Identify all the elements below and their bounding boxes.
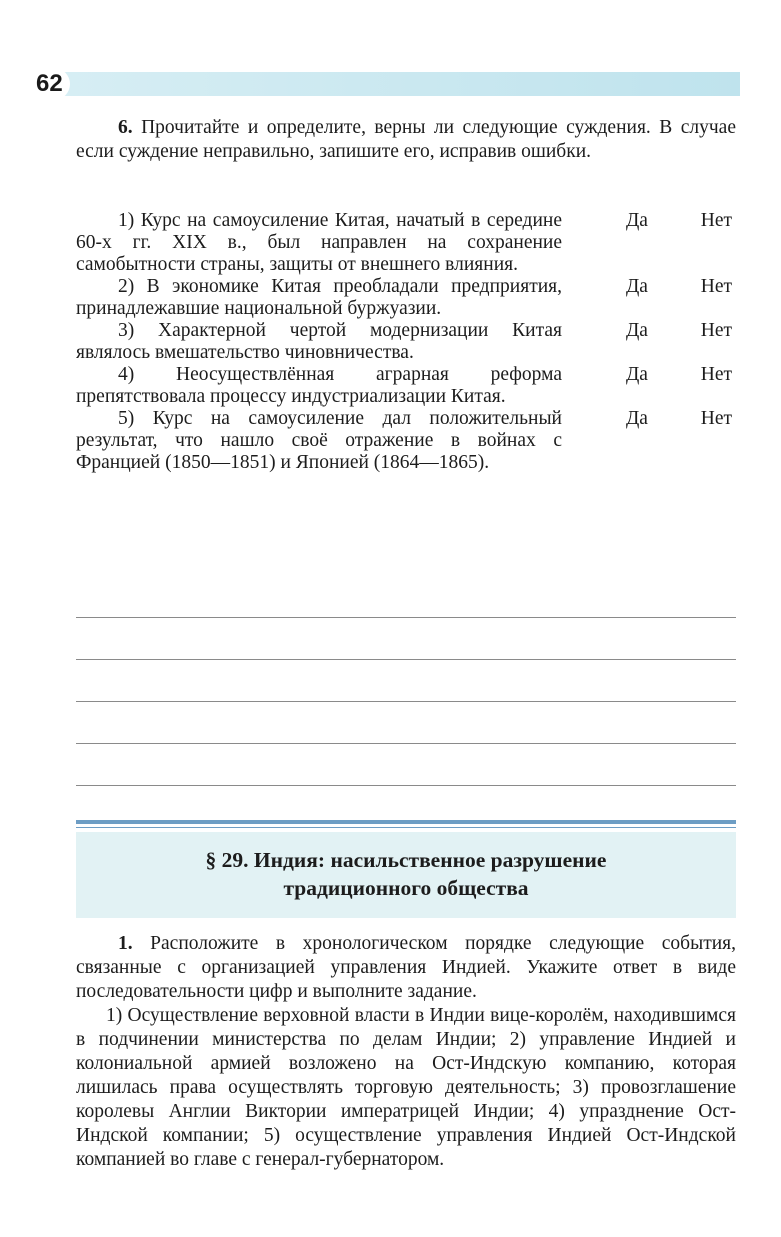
answer-lines — [76, 617, 736, 827]
answer-choices — [626, 364, 736, 386]
statements-list — [76, 210, 736, 474]
answer-no[interactable]: Нет — [700, 320, 732, 341]
section-divider-thin — [76, 827, 736, 828]
task-6-instructions — [76, 116, 736, 164]
task-6-number: 6. — [118, 117, 133, 138]
section-divider — [76, 820, 736, 824]
task-1-number: 1. — [118, 933, 133, 954]
answer-no[interactable]: Нет — [700, 364, 732, 385]
statement-text: 4) Неосуществлённая аграрная реформа препятствовала процессу индустриализации Китая. — [76, 364, 562, 407]
page-number: 62 — [0, 68, 70, 100]
statement-row — [76, 210, 736, 276]
answer-yes[interactable]: Да — [626, 364, 648, 385]
statement-text: 1) Курс на самоусиление Китая, начатый в середине 60-х гг. XIX в., был направлен на сохранение самобытности страны, защиты от внешнего влияния. — [76, 210, 562, 275]
section-title-line-1: § 29. Индия: насильственное разрушение — [205, 848, 607, 872]
answer-yes[interactable]: Да — [626, 276, 648, 297]
answer-no[interactable]: Нет — [700, 276, 732, 297]
task-1-events: 1) Осуществление верховной власти в Индии вице-королём, находившимся в подчинении министерства по делам Индии; 2) управление Индией и колониальной армией возложено на Ост-Индскую компанию, которая лишилась права осуществлять торговую деятельность; 3) провозглашение королевы Англии Виктории императрицей Индии; 4) упразднение Ост-Индской компании; 5) осуществление управления Индией Ост-Индской компанией во главе с генерал-губернатором. — [76, 1005, 736, 1170]
answer-yes[interactable]: Да — [626, 408, 648, 429]
answer-no[interactable]: Нет — [700, 210, 732, 231]
statement-text: 3) Характерной чертой модернизации Китая являлось вмешательство чиновничества. — [76, 320, 562, 363]
answer-choices — [626, 320, 736, 342]
writing-line[interactable] — [76, 701, 736, 702]
answer-choices — [626, 276, 736, 298]
answer-yes[interactable]: Да — [626, 210, 648, 231]
task-1-text: Расположите в хронологическом порядке следующие события, связанные с организацией управления Индией. Укажите ответ в виде последовательности цифр и выполните задание. — [76, 933, 736, 1002]
statement-row — [76, 408, 736, 474]
answer-choices — [626, 408, 736, 430]
writing-line[interactable] — [76, 785, 736, 786]
task-1-instructions — [76, 932, 736, 1004]
statement-row — [76, 364, 736, 408]
statement-row — [76, 276, 736, 320]
statement-row — [76, 320, 736, 364]
writing-line[interactable] — [76, 743, 736, 744]
answer-yes[interactable]: Да — [626, 320, 648, 341]
writing-line[interactable] — [76, 659, 736, 660]
task-1 — [76, 932, 736, 1172]
statement-text: 2) В экономике Китая преобладали предприятия, принадлежавшие национальной буржуазии. — [76, 276, 562, 319]
writing-line[interactable] — [76, 617, 736, 618]
section-title-line-2: традиционного общества — [283, 876, 529, 900]
answer-choices — [626, 210, 736, 232]
statement-text: 5) Курс на самоусиление дал положительный результат, что нашло своё отражение в войнах с Францией (1850—1851) и Японией (1864—1865). — [76, 408, 562, 473]
answer-no[interactable]: Нет — [700, 408, 732, 429]
page-header-band — [0, 72, 740, 96]
task-6-text: Прочитайте и определите, верны ли следующие суждения. В случае если суждение неправильно, запишите его, исправив ошибки. — [76, 117, 736, 162]
section-title — [76, 846, 736, 902]
